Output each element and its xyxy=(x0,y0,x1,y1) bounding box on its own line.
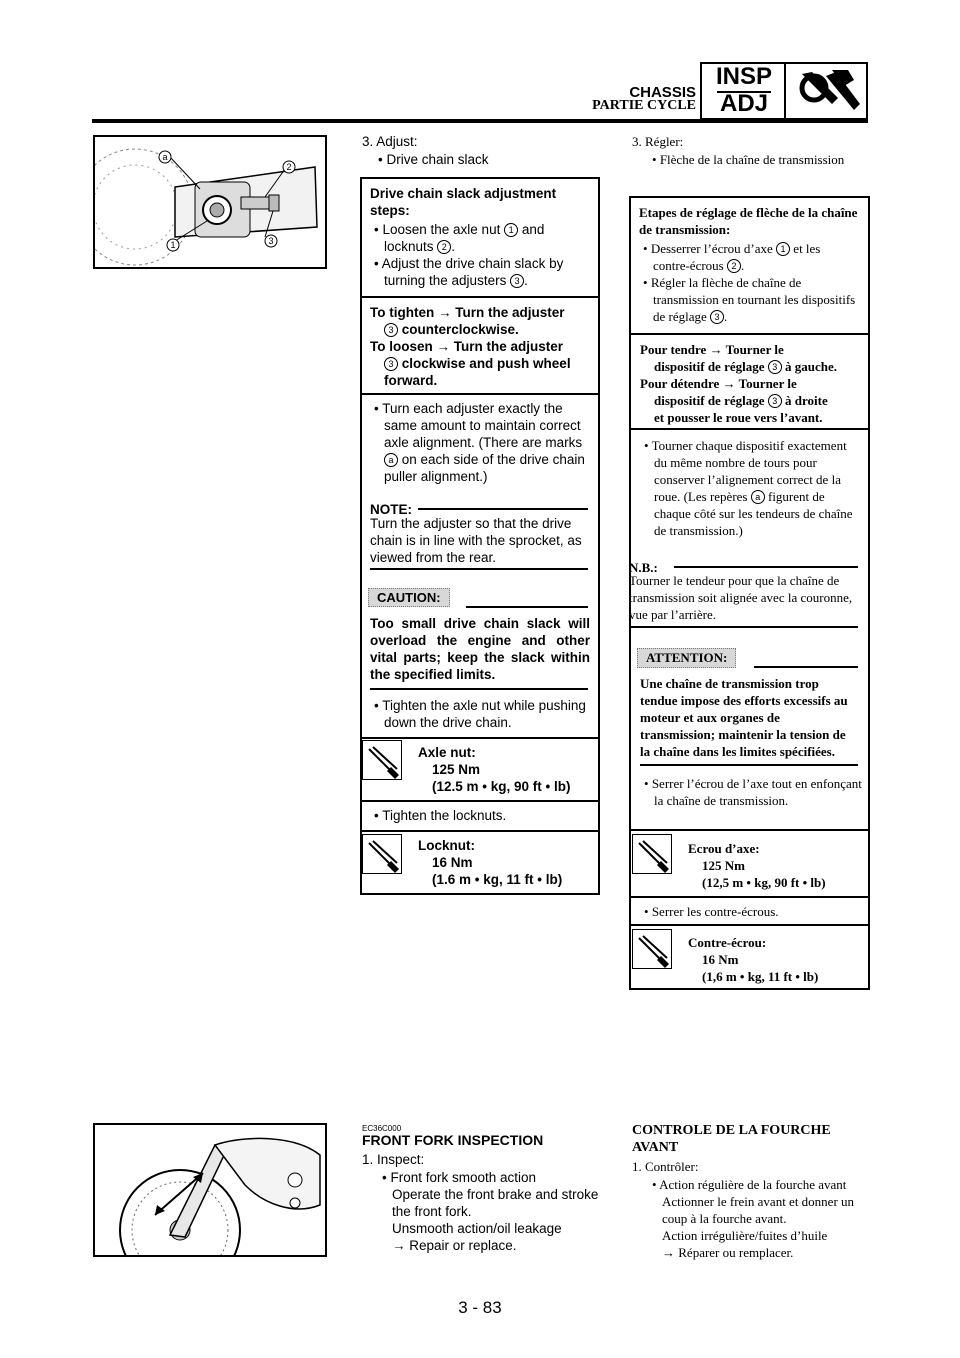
fork-en-title: FRONT FORK INSPECTION xyxy=(362,1132,544,1148)
fr-caution-rule xyxy=(754,666,858,668)
en-axle-nut-spec: Axle nut: 125 Nm (12.5 m • kg, 90 ft • lb) xyxy=(418,745,571,794)
en-step3: 3. Adjust: xyxy=(362,134,418,149)
adj-label: ADJ xyxy=(719,90,768,117)
en-step-loosen: • Loosen the axle nut 1 and locknuts 2 . xyxy=(370,221,590,255)
en-caution-text: Too small drive chain slack will overload the engine and other vital parts; keep the slack within the specified limits. xyxy=(370,616,590,682)
fig1-label-a: a xyxy=(162,152,168,162)
torque-wrench-icon xyxy=(362,834,402,874)
fr-caution-text: Une chaîne de transmission trop tendue impose des efforts excessifs au moteur et aux organes de transmission; maintenir la tension de la chaîne dans les limites spécifiées. xyxy=(640,676,848,759)
fr-box-bottom xyxy=(629,988,870,990)
rear-axle-illustration xyxy=(93,135,327,269)
page-number: 3 - 83 xyxy=(458,1298,502,1317)
front-fork-drawing xyxy=(95,1125,325,1255)
fr-step3: 3. Régler: xyxy=(632,134,684,149)
fr-step-loosen: • Desserrer l’écrou d’axe 1 et les contre-écrous 2 . xyxy=(639,240,860,274)
fr-steps-title: Etapes de réglage de flèche de la chaîne de transmission: xyxy=(639,205,858,237)
header-partie-cycle: PARTIE CYCLE xyxy=(592,98,696,113)
fr-note-rule xyxy=(674,566,858,568)
en-divider-3 xyxy=(360,737,600,739)
fork-code: EC36C000 xyxy=(362,1124,402,1133)
torque-wrench-icon xyxy=(632,834,672,874)
fr-step3-item: • Flèche de la chaîne de transmission xyxy=(648,151,870,168)
fr-locknut-spec: Contre-écrou: 16 Nm (1,6 m • kg, 11 ft • lb) xyxy=(688,935,819,984)
en-tighten-axle: • Tighten the axle nut while pushing down the drive chain. xyxy=(370,697,592,731)
fr-caution-end-rule xyxy=(640,764,858,766)
fr-divider-2 xyxy=(629,428,870,430)
en-divider-4 xyxy=(360,800,600,802)
header-chassis: CHASSIS xyxy=(629,84,696,101)
fr-turn-each: • Tourner chaque dispositif exactement du même nombre de tours pour conserver l’alignement correct de la roue. (Les repères a figurent de chaque côté sur les tendeurs de chaîne de transmission.) xyxy=(640,437,862,539)
torque-wrench-icon xyxy=(632,929,672,969)
en-note-label: NOTE: xyxy=(370,502,412,517)
en-divider-5 xyxy=(360,830,600,832)
fr-tighten-loosen: Pour tendre → Tourner le dispositif de réglage 3 à gauche. Pour détendre → Tourner le dispositif de réglage 3 à droite et pousser le roue vers l’avant. xyxy=(640,342,837,425)
fr-divider-3 xyxy=(629,829,870,831)
fr-tighten-axle: • Serrer l’écrou de l’axe tout en enfonçant la chaîne de transmission. xyxy=(640,775,862,809)
fr-note-text: Tourner le tendeur pour que la chaîne de transmission soit alignée avec la couronne, vue par l’arrière. xyxy=(629,573,853,622)
fr-axle-nut-spec: Ecrou d’axe: 125 Nm (12,5 m • kg, 90 ft • lb) xyxy=(688,841,826,890)
fr-step-adjust: • Régler la flèche de chaîne de transmission en tournant les dispositifs de réglage 3 . xyxy=(639,274,860,325)
fig1-label-1: 1 xyxy=(170,240,176,250)
fr-tighten-lock: • Serrer les contre-écrous. xyxy=(640,903,779,920)
en-turn-each: • Turn each adjuster exactly the same amount to maintain correct axle alignment. (There are marks a on each side of the drive chain puller alignment.) xyxy=(370,400,592,485)
fr-caution-label: ATTENTION: xyxy=(637,648,736,668)
fork-fr-step1: 1. Contrôler: xyxy=(632,1159,699,1174)
en-step-adjust: • Adjust the drive chain slack by turning the adjusters 3 . xyxy=(370,255,590,289)
front-fork-illustration xyxy=(93,1123,327,1257)
fig1-label-2: 2 xyxy=(286,162,292,172)
wrench-icon xyxy=(792,66,864,116)
fork-en-body: • Front fork smooth action Operate the front brake and stroke the front fork. Unsmooth action/oil leakage → Repair or replace. xyxy=(378,1169,600,1254)
insp-label: INSP xyxy=(715,63,772,90)
en-steps-title: Drive chain slack adjustment steps: xyxy=(370,186,557,218)
fig1-label-3: 3 xyxy=(268,236,274,246)
en-divider-1 xyxy=(360,296,600,298)
en-box-bottom xyxy=(360,893,600,895)
rear-axle-drawing xyxy=(95,137,325,267)
fork-fr-title: CONTROLE DE LA FOURCHE AVANT xyxy=(632,1123,831,1155)
en-caution-label: CAUTION: xyxy=(368,588,450,607)
fr-divider-4 xyxy=(629,896,870,898)
en-tighten-lock: • Tighten the locknuts. xyxy=(370,807,506,824)
en-tighten-loosen: To tighten → Turn the adjuster 3 counterclockwise. To loosen → Turn the adjuster 3 clockwise and push wheel forward. xyxy=(370,305,571,388)
fr-divider-1 xyxy=(629,333,870,335)
fork-en-step1: 1. Inspect: xyxy=(362,1152,425,1167)
en-step3-item: • Drive chain slack xyxy=(378,152,489,167)
en-note-rule xyxy=(418,508,588,510)
fr-divider-5 xyxy=(629,924,870,926)
en-note-end-rule xyxy=(370,568,588,570)
fr-note-end-rule xyxy=(629,626,858,628)
en-note-text: Turn the adjuster so that the drive chain is in line with the sprocket, as viewed from the rear. xyxy=(370,516,582,565)
en-divider-2 xyxy=(360,393,600,395)
en-caution-rule xyxy=(466,606,588,608)
en-locknut-spec: Locknut: 16 Nm (1.6 m • kg, 11 ft • lb) xyxy=(418,838,563,887)
fork-fr-body: • Action régulière de la fourche avant Actionner le frein avant et donner un coup à la fourche avant. Action irrégulière/fuites d’huile → Réparer ou remplacer. xyxy=(648,1176,870,1261)
fr-note-label: N.B.: xyxy=(629,560,658,575)
torque-wrench-icon xyxy=(362,740,402,780)
en-caution-end-rule xyxy=(370,688,588,690)
